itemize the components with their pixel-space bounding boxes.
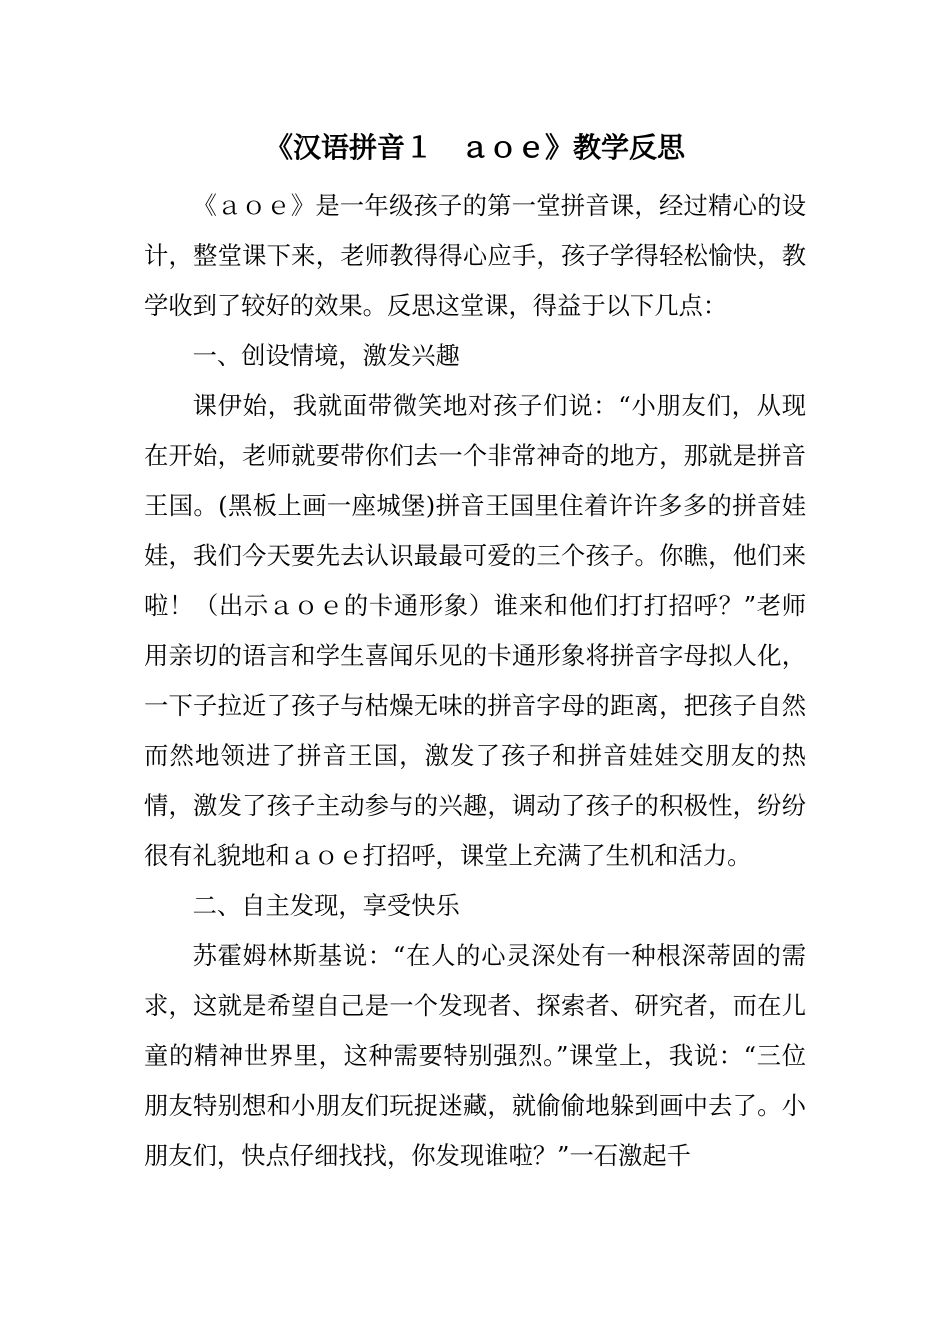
- paragraph-section-1: 课伊始，我就面带微笑地对孩子们说：“小朋友们，从现在开始，老师就要带你们去一个非常神奇的地方，那就是拼音王国。(黑板上画一座城堡)拼音王国里住着许许多多的拼音娃娃，我们今天要先去认识最最可爱的三个孩子。你瞧，他们来啦！（出示ａｏｅ的卡通形象）谁来和他们打打招呼？”老师用亲切的语言和学生喜闻乐见的卡通形象将拼音字母拟人化，一下子拉近了孩子与枯燥无味的拼音字母的距离，把孩子自然而然地领进了拼音王国，激发了孩子和拼音娃娃交朋友的热情，激发了孩子主动参与的兴趣，调动了孩子的积极性，纷纷很有礼貌地和ａｏｅ打招呼，课堂上充满了生机和活力。: [144, 391, 806, 870]
- paragraph-intro: 《ａｏｅ》是一年级孩子的第一堂拼音课，经过精心的设计，整堂课下来，老师教得得心应手，孩子学得轻松愉快，教学收到了较好的效果。反思这堂课，得益于以下几点：: [144, 191, 806, 320]
- section-heading-2: 二、自主发现，享受快乐: [192, 891, 460, 920]
- document-body: [144, 181, 806, 1181]
- paragraph-section-2: 苏霍姆林斯基说：“在人的心灵深处有一种根深蒂固的需求，这就是希望自己是一个发现者、探索者、研究者，而在儿童的精神世界里，这种需要特别强烈。”课堂上，我说：“三位朋友特别想和小朋友们玩捉迷藏，就偷偷地躲到画中去了。小朋友们，快点仔细找找，你发现谁啦？”一石激起千: [144, 941, 806, 1170]
- section-heading-1: 一、创设情境，激发兴趣: [192, 341, 460, 370]
- document-title: 《汉语拼音１ ａｏｅ》教学反思: [264, 131, 685, 164]
